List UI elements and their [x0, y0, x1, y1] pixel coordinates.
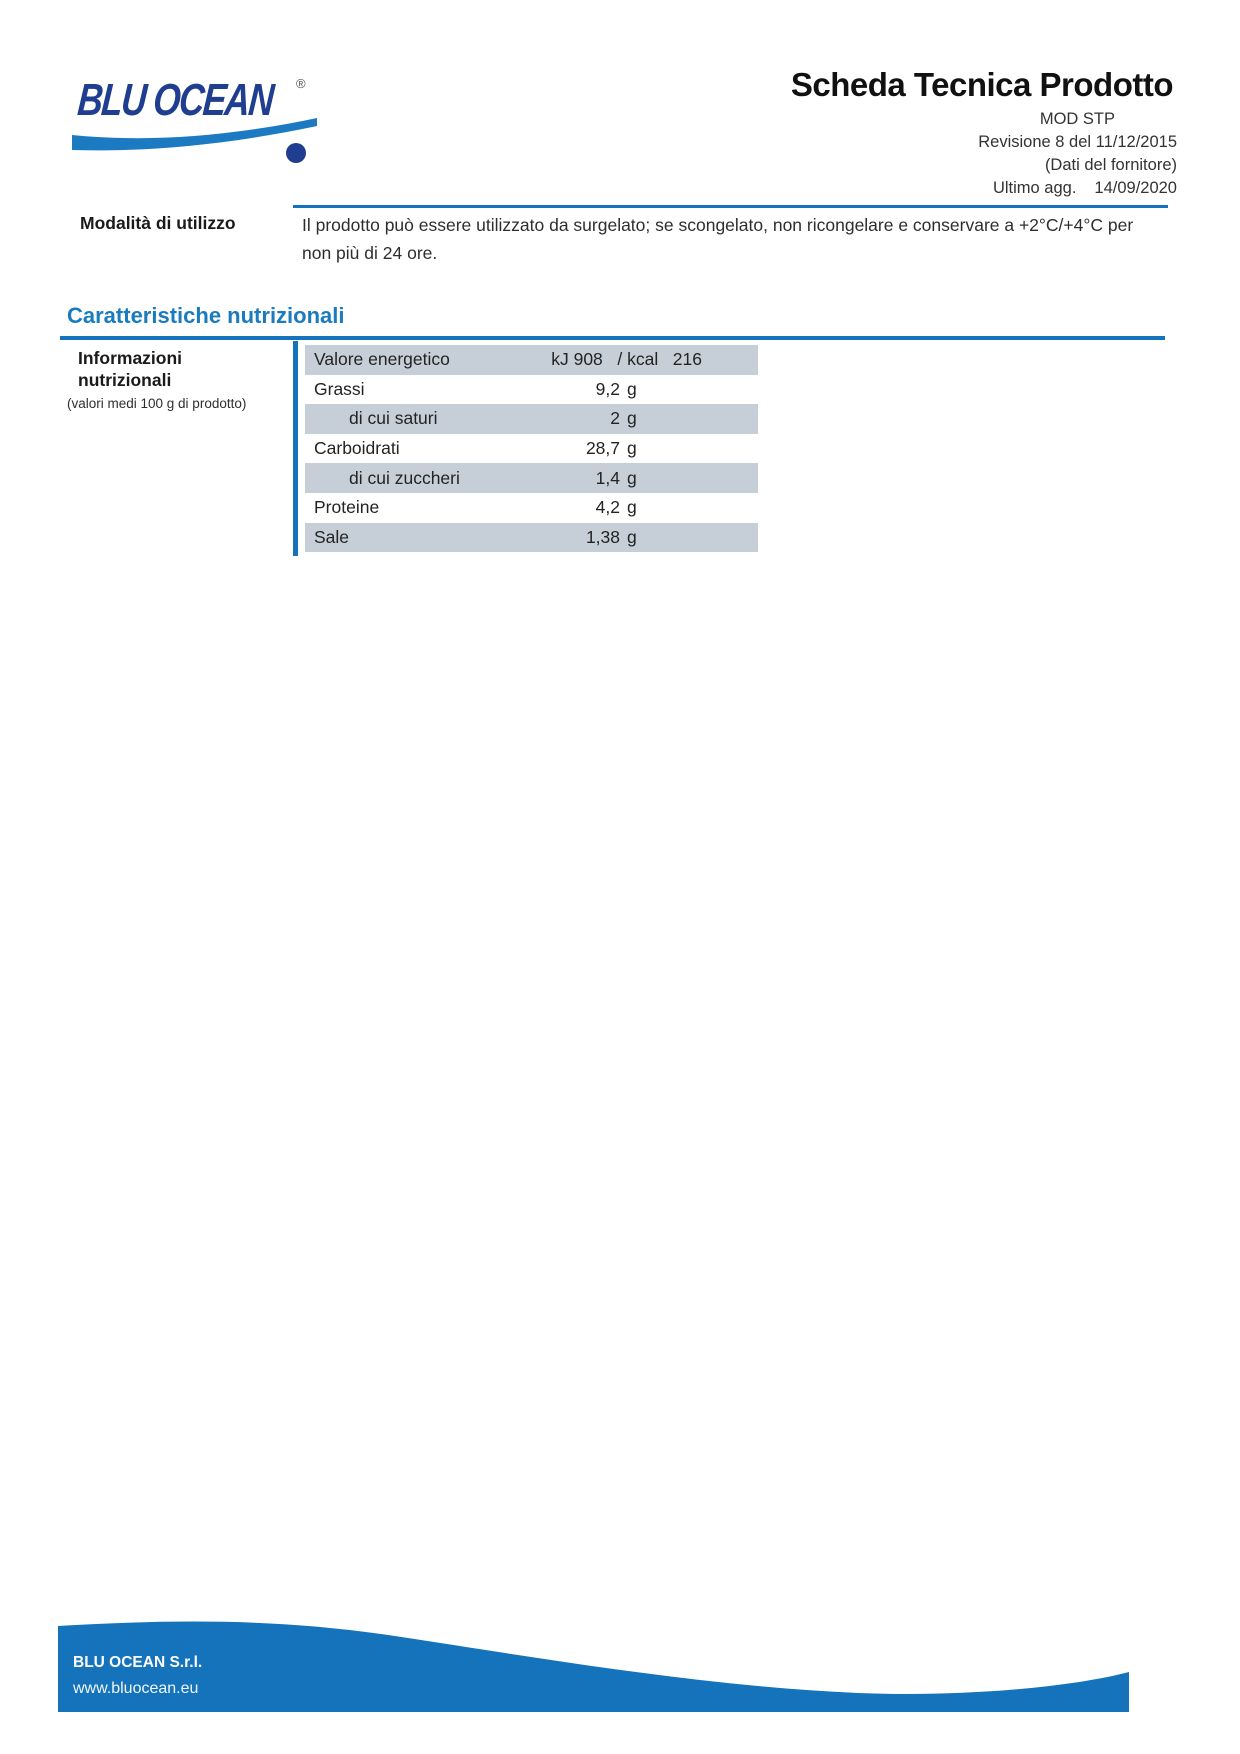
- row-unit: g: [627, 378, 637, 399]
- table-row: [305, 404, 758, 434]
- table-row: [305, 434, 758, 464]
- row-unit: g: [627, 408, 637, 429]
- row-label: Grassi: [314, 378, 365, 399]
- table-row: [305, 493, 758, 523]
- table-row: [305, 463, 758, 493]
- document-meta: [978, 108, 1177, 200]
- footer-wave-icon: [58, 1618, 1129, 1712]
- row-label: Sale: [314, 526, 350, 547]
- nutrition-info-label-line2: nutrizionali: [78, 370, 172, 390]
- meta-last-update-label: Ultimo agg.: [992, 179, 1077, 197]
- row-value: 4,2: [595, 497, 620, 518]
- usage-section-text: Il prodotto può essere utilizzato da surgelato; se scongelato, non ricongelare e conservare a +2°C/+4°C per non più di 24 ore.: [302, 215, 1134, 263]
- row-value: 1,4: [595, 467, 620, 488]
- table-row: [305, 375, 758, 405]
- row-value: 1,38: [585, 526, 620, 547]
- table-row: [305, 345, 758, 375]
- row-label: di cui zuccheri: [349, 467, 460, 488]
- table-row: [305, 523, 758, 553]
- row-unit: g: [627, 526, 637, 547]
- row-value: 28,7: [585, 438, 620, 459]
- nutrition-table-left-bar: [293, 341, 298, 556]
- usage-section-label: Modalità di utilizzo: [80, 213, 236, 233]
- row-value: kJ 908 / kcal 216: [551, 349, 702, 370]
- row-label: Proteine: [314, 497, 380, 518]
- blu-ocean-logo: [75, 74, 330, 169]
- nutrition-section-title: Caratteristiche nutrizionali: [67, 303, 345, 328]
- meta-supplier-note: (Dati del fornitore): [1044, 156, 1177, 174]
- footer-company-name: BLU OCEAN S.r.l.: [73, 1654, 203, 1671]
- page-title: Scheda Tecnica Prodotto: [790, 66, 1173, 103]
- row-label: di cui saturi: [349, 408, 438, 429]
- nutrition-table: [305, 345, 758, 552]
- logo-wordmark: BLU OCEAN: [75, 74, 275, 125]
- registered-trademark-icon: ®: [296, 76, 306, 91]
- nutrition-info-label-line1: Informazioni: [78, 348, 183, 368]
- nutrition-info-sublabel: (valori medi 100 g di prodotto): [67, 396, 247, 411]
- row-value: 9,2: [595, 378, 620, 399]
- row-unit: g: [627, 467, 637, 488]
- meta-revision: Revisione 8 del 11/12/2015: [978, 133, 1177, 151]
- row-label: Carboidrati: [314, 438, 400, 459]
- row-unit: g: [627, 438, 637, 459]
- logo-dot-icon: [286, 143, 306, 163]
- nutrition-info-label: [78, 347, 182, 391]
- row-unit: g: [627, 497, 637, 518]
- footer-website: www.bluocean.eu: [73, 1680, 199, 1697]
- footer: [58, 1618, 1129, 1712]
- meta-last-update-date: 14/09/2020: [1094, 179, 1177, 197]
- row-value: 2: [610, 408, 620, 429]
- nutrition-section-divider: [60, 336, 1165, 340]
- row-label: Valore energetico: [314, 349, 450, 370]
- meta-last-update: [978, 177, 1177, 200]
- meta-mod: MOD STP: [1039, 110, 1115, 128]
- header-divider: [293, 205, 1168, 208]
- logo-wave-icon: [72, 112, 317, 152]
